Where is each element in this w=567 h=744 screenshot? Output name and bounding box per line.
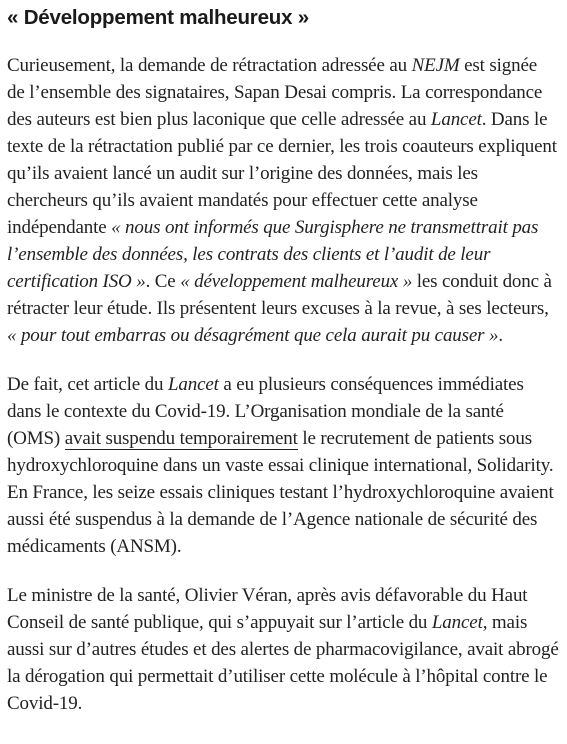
- article-body: [7, 4, 559, 739]
- section-heading: « Développement malheureux »: [7, 6, 310, 29]
- p1-journal-lancet: Lancet: [430, 109, 482, 130]
- p2-journal-lancet: Lancet: [167, 374, 219, 395]
- p1-text-6: .: [498, 325, 503, 346]
- p3-journal-lancet: Lancet: [431, 612, 483, 633]
- paragraph-2: [7, 371, 559, 560]
- p1-quote-3: « pour tout embarras ou désagrément que cela aurait pu causer »: [7, 325, 499, 346]
- p1-quote-2: « développement malheureux »: [180, 271, 413, 292]
- p3-text-1: Le ministre de la santé, Olivier Véran, après avis défavorable du Haut Conseil de santé publique, qui s’appuyait sur l’article du: [7, 585, 528, 633]
- p1-journal-nejm: NEJM: [411, 55, 460, 76]
- p1-text-4: . Ce: [145, 271, 181, 292]
- paragraph-1: [7, 52, 559, 349]
- p1-text-1: Curieusement, la demande de rétractation adressée au: [7, 55, 412, 76]
- p1-text-2: est signée de l’ensemble des signataires, Sapan Desai compris. La correspondance des auteurs est bien plus laconique que celle adressée au: [7, 55, 543, 130]
- p2-text-2: a eu plusieurs conséquences immédiates dans le contexte du Covid-19. L’Organisation mondiale de la santé (OMS): [7, 374, 524, 449]
- p2-text-1: De fait, cet article du: [7, 374, 168, 395]
- p1-text-3: . Dans le texte de la rétractation publié par ce dernier, les trois coauteurs expliquent qu’ils avaient lancé un audit sur l’origine des données, mais les chercheurs qu’ils avaient mandatés pour effectuer cette analyse indépendante: [7, 109, 557, 238]
- p2-text-3: le recrutement de patients sous hydroxychloroquine dans un vaste essai clinique international, Solidarity. En France, les seize essais cliniques testant l’hydroxychloroquine avaient aussi été suspendus à la demande de l’Agence nationale de sécurité des médicaments (ANSM).: [7, 428, 554, 557]
- p3-text-2: , mais aussi sur d’autres études et des alertes de pharmacovigilance, avait abrogé la dérogation qui permettait d’utiliser cette molécule à l’hôpital contre le Covid-19.: [7, 612, 559, 714]
- p1-quote-1: « nous ont informés que Surgisphere ne transmettrait pas l’ensemble des données, les contrats des clients et l’audit de leur certification ISO »: [7, 217, 539, 292]
- paragraph-3: [7, 582, 559, 717]
- who-suspension-link[interactable]: avait suspendu temporairement: [64, 428, 298, 449]
- p1-text-5: les conduit donc à rétracter leur étude. Ils présentent leurs excuses à la revue, à ses lecteurs,: [7, 271, 552, 319]
